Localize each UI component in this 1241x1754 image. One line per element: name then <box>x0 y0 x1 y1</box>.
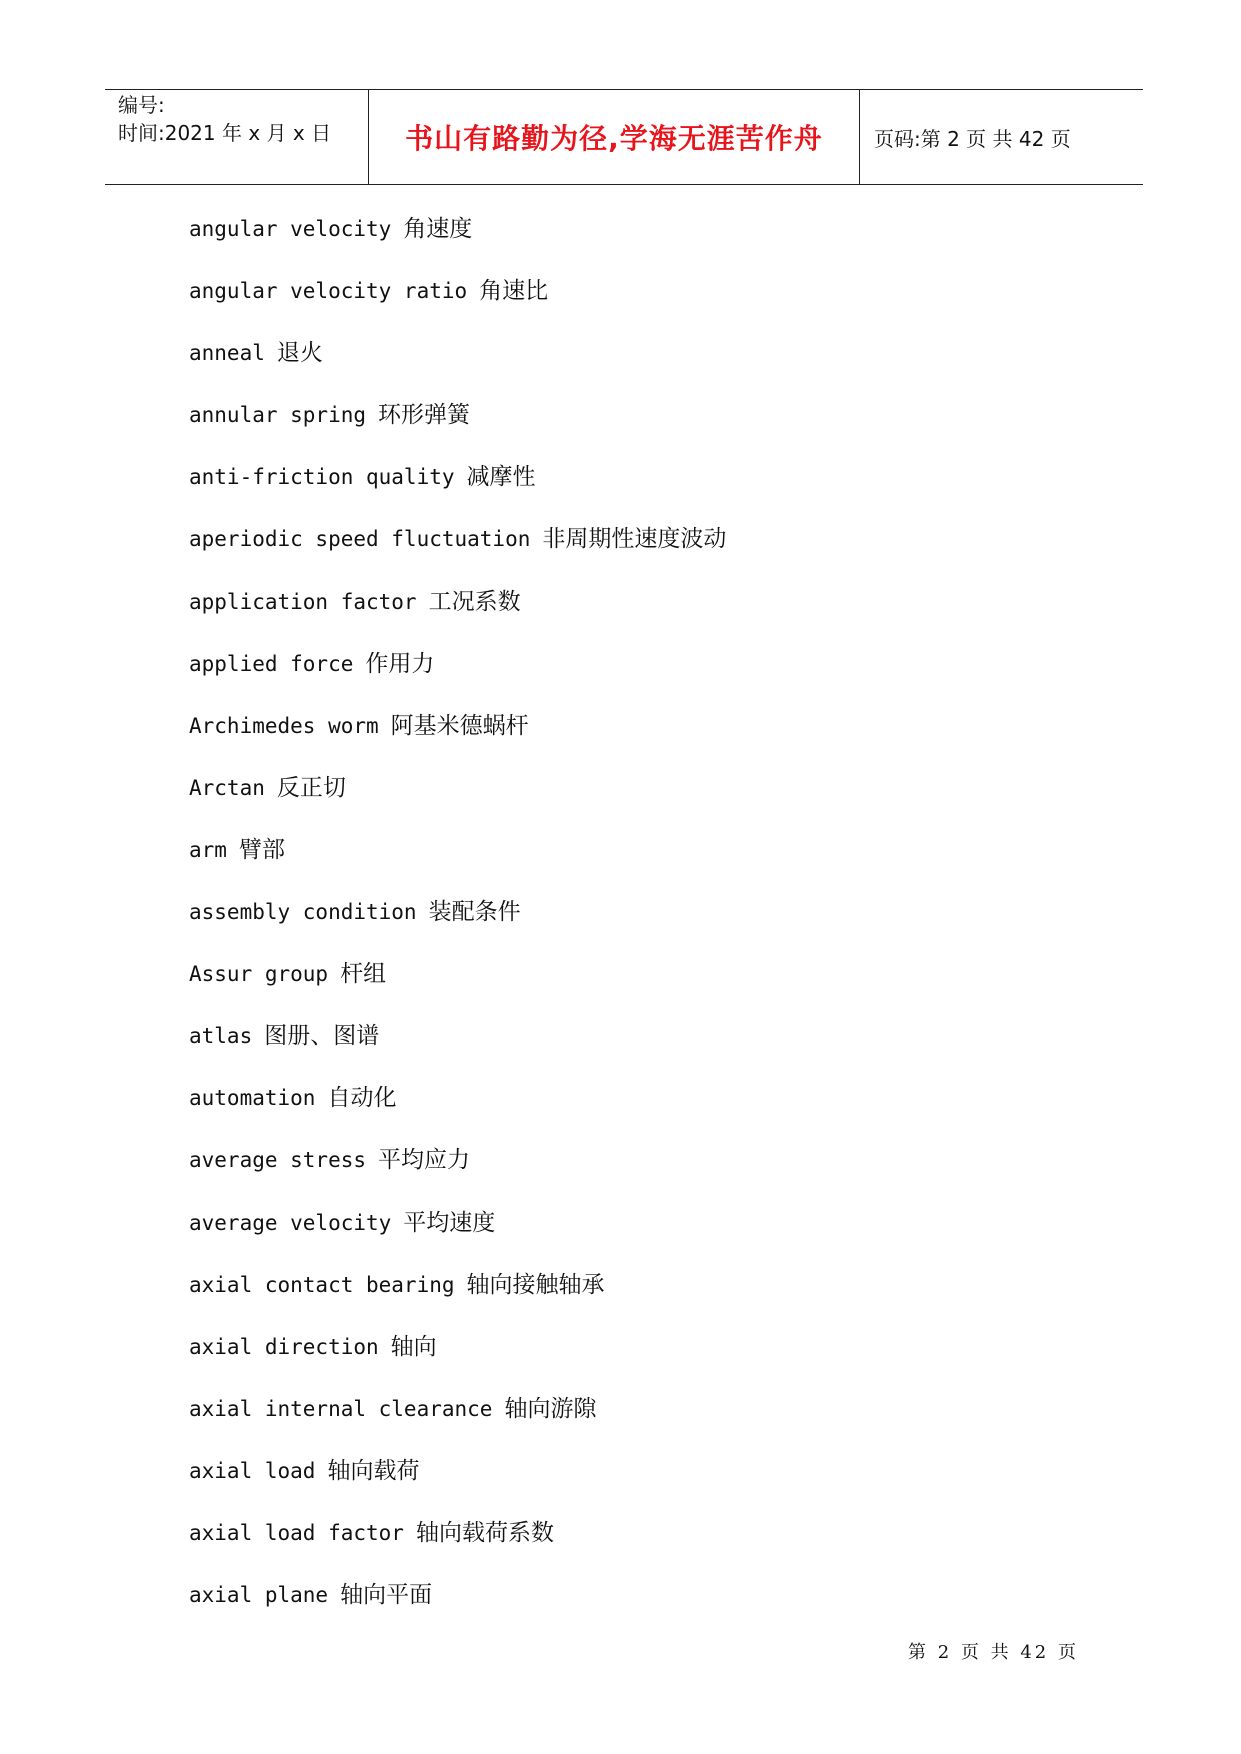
entry-term-en: assembly condition <box>189 900 417 925</box>
entry-term-cn: 退火 <box>276 340 323 367</box>
entry-term-en: axial load factor <box>189 1520 404 1545</box>
entry-term-cn: 环形弹簧 <box>378 402 471 429</box>
entry-term-en: axial internal clearance <box>189 1396 493 1421</box>
entry-term-cn: 平均应力 <box>378 1147 471 1174</box>
entry-term-en: angular velocity <box>189 217 392 241</box>
entry-term-cn: 臂部 <box>238 836 285 863</box>
glossary-entry <box>189 519 726 581</box>
entry-term-cn: 轴向平面 <box>340 1582 433 1609</box>
glossary-entry <box>189 1203 726 1265</box>
glossary-entry <box>189 706 726 768</box>
header-page-info: 页码:第 2 页 共 42 页 <box>874 126 1071 151</box>
document-header <box>105 89 1143 185</box>
entry-term-cn: 装配条件 <box>428 899 521 926</box>
entry-term-en: annular spring <box>189 403 367 428</box>
entry-term-en: anti-friction quality <box>189 465 455 490</box>
entry-term-cn: 轴向游隙 <box>504 1395 597 1422</box>
glossary-entry <box>189 1327 726 1389</box>
glossary-entry <box>189 954 726 1016</box>
glossary-entry <box>189 1389 726 1451</box>
glossary-entry <box>189 768 726 830</box>
entry-term-cn: 轴向 <box>390 1333 437 1360</box>
page-footer: 第 2 页 共 42 页 <box>908 1642 1079 1663</box>
entry-term-en: average velocity <box>189 1210 392 1235</box>
glossary-entry <box>189 1575 726 1637</box>
entry-term-cn: 作用力 <box>365 650 435 677</box>
entry-term-en: Assur group <box>189 962 329 987</box>
document-time-label: 时间:2021 年 x 月 x 日 <box>118 121 332 145</box>
header-meta-cell <box>105 90 369 184</box>
entry-term-en: applied force <box>189 651 354 676</box>
glossary-entry <box>189 644 726 706</box>
entry-term-en: average stress <box>189 1148 367 1173</box>
entry-term-cn: 图册、图谱 <box>264 1023 380 1050</box>
entry-term-cn: 反正切 <box>276 774 346 801</box>
glossary-entry <box>189 830 726 892</box>
glossary-entry <box>189 892 726 954</box>
entry-term-en: anneal <box>189 341 265 366</box>
header-motto: 书山有路勤为径,学海无涯苦作舟 <box>405 122 823 155</box>
glossary-entry <box>189 582 726 644</box>
entry-term-cn: 轴向载荷 <box>327 1457 420 1484</box>
entry-term-en: atlas <box>189 1024 253 1049</box>
entry-term-cn: 自动化 <box>327 1085 397 1112</box>
entry-term-cn: 角速度 <box>403 216 473 242</box>
entry-term-cn: 非周期性速度波动 <box>542 526 727 553</box>
glossary-entry <box>189 1016 726 1078</box>
glossary-entry <box>189 1265 726 1327</box>
glossary-entry <box>189 1451 726 1513</box>
entry-term-en: axial direction <box>189 1334 379 1359</box>
glossary-entry <box>189 1140 726 1202</box>
document-number-label: 编号: <box>118 93 165 117</box>
glossary-entry <box>189 457 726 519</box>
entry-term-cn: 平均速度 <box>403 1209 496 1236</box>
entry-term-en: axial plane <box>189 1583 329 1608</box>
entry-term-en: aperiodic speed fluctuation <box>189 527 531 552</box>
header-page-info-cell <box>860 90 1143 184</box>
entry-term-en: axial contact bearing <box>189 1272 455 1297</box>
glossary-entry <box>189 1078 726 1140</box>
entry-term-cn: 轴向接触轴承 <box>466 1271 605 1298</box>
entry-term-en: axial load <box>189 1458 316 1483</box>
header-motto-cell <box>369 90 860 184</box>
glossary-entry <box>189 209 726 271</box>
entry-term-cn: 工况系数 <box>428 588 521 615</box>
entry-term-cn: 杆组 <box>340 961 387 988</box>
entry-term-cn: 减摩性 <box>466 464 536 491</box>
entry-term-en: Arctan <box>189 775 265 800</box>
entry-term-cn: 阿基米德蜗杆 <box>390 712 529 739</box>
entry-term-en: Archimedes worm <box>189 713 379 738</box>
entry-term-en: arm <box>189 837 227 862</box>
glossary-entry <box>189 1513 726 1575</box>
entry-term-cn: 角速比 <box>479 278 549 305</box>
entry-term-cn: 轴向载荷系数 <box>415 1519 554 1546</box>
glossary-list <box>189 209 726 1637</box>
glossary-entry <box>189 333 726 395</box>
entry-term-en: automation <box>189 1086 316 1111</box>
entry-term-en: application factor <box>189 589 417 614</box>
glossary-entry <box>189 395 726 457</box>
glossary-entry <box>189 271 726 333</box>
entry-term-en: angular velocity ratio <box>189 279 468 304</box>
